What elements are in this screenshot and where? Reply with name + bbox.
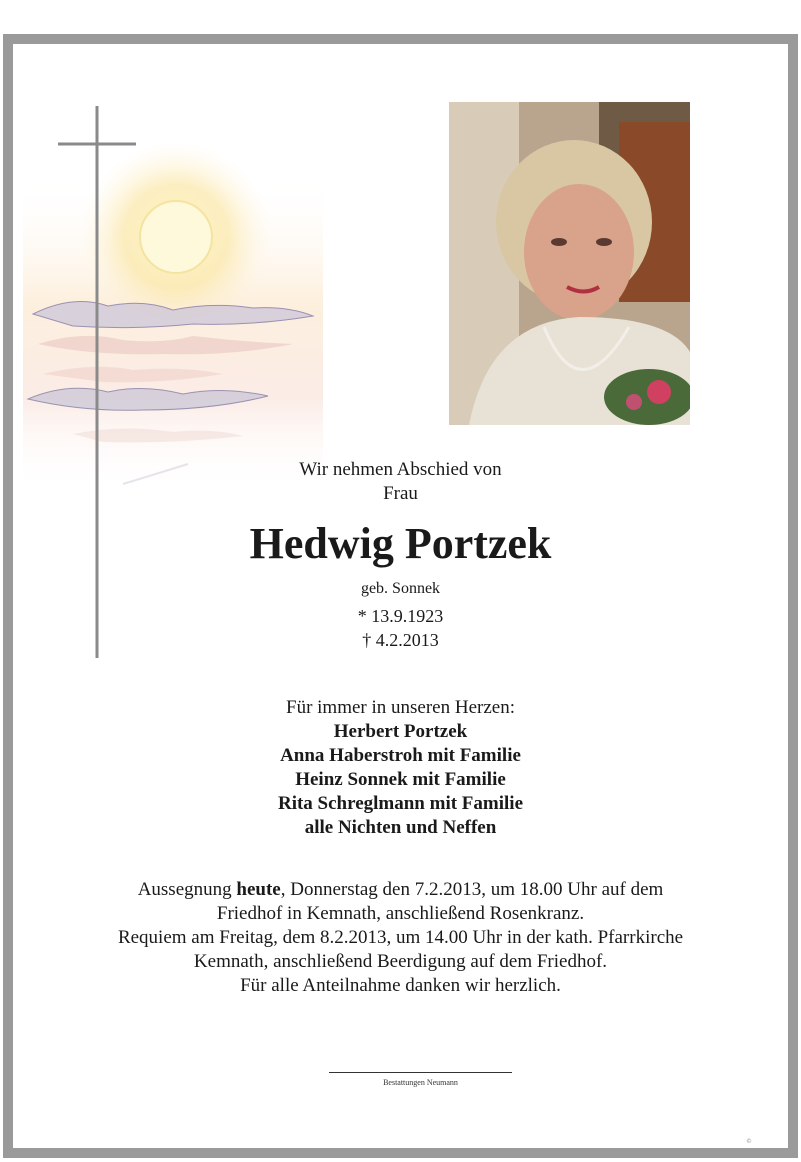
- service-line-2: Friedhof in Kemnath, anschließend Rosenkranz.: [216, 903, 585, 924]
- signature-divider: [329, 1072, 512, 1073]
- funeral-home-signature: Bestattungen Neumann: [383, 1078, 458, 1087]
- service-line-1-end: , Donnerstag den 7.2.2013, um 18.00 Uhr auf dem: [280, 879, 664, 900]
- portrait-photo: [449, 102, 690, 425]
- service-today: heute: [236, 879, 281, 900]
- service-line-4: Kemnath, anschließend Beerdigung auf dem Friedhof.: [193, 951, 608, 972]
- mourners-heading: Für immer in unseren Herzen:: [286, 697, 515, 718]
- mourners-list: [13, 696, 788, 840]
- intro-text: [13, 458, 788, 506]
- mourner-name: Herbert Portzek: [333, 721, 468, 742]
- service-details: [13, 878, 788, 998]
- maiden-name: geb. Sonnek: [360, 580, 441, 597]
- sun-icon: [140, 201, 212, 273]
- mourner-name: Anna Haberstroh mit Familie: [280, 745, 521, 766]
- mourner-name: Rita Schreglmann mit Familie: [277, 793, 524, 814]
- card-frame: [3, 34, 798, 1158]
- mourner-name: Heinz Sonnek mit Familie: [295, 769, 506, 790]
- intro-line-1: Wir nehmen Abschied von: [299, 459, 502, 480]
- card-body: [13, 44, 788, 1148]
- service-line-1: [13, 878, 788, 902]
- copyright-mark: ©: [746, 1138, 752, 1145]
- deceased-name: Hedwig Portzek: [249, 519, 552, 568]
- service-line-1-start: Aussegnung: [137, 879, 237, 900]
- service-line-3: Requiem am Freitag, dem 8.2.2013, um 14.00 Uhr in der kath. Pfarrkirche: [117, 927, 684, 948]
- service-line-5: Für alle Anteilnahme danken wir herzlich.: [240, 975, 561, 996]
- death-date: † 4.2.2013: [362, 630, 439, 650]
- life-dates: [13, 604, 788, 652]
- intro-line-2: Frau: [383, 483, 418, 504]
- birth-date: * 13.9.1923: [357, 606, 444, 626]
- mourner-name: alle Nichten und Neffen: [304, 817, 497, 838]
